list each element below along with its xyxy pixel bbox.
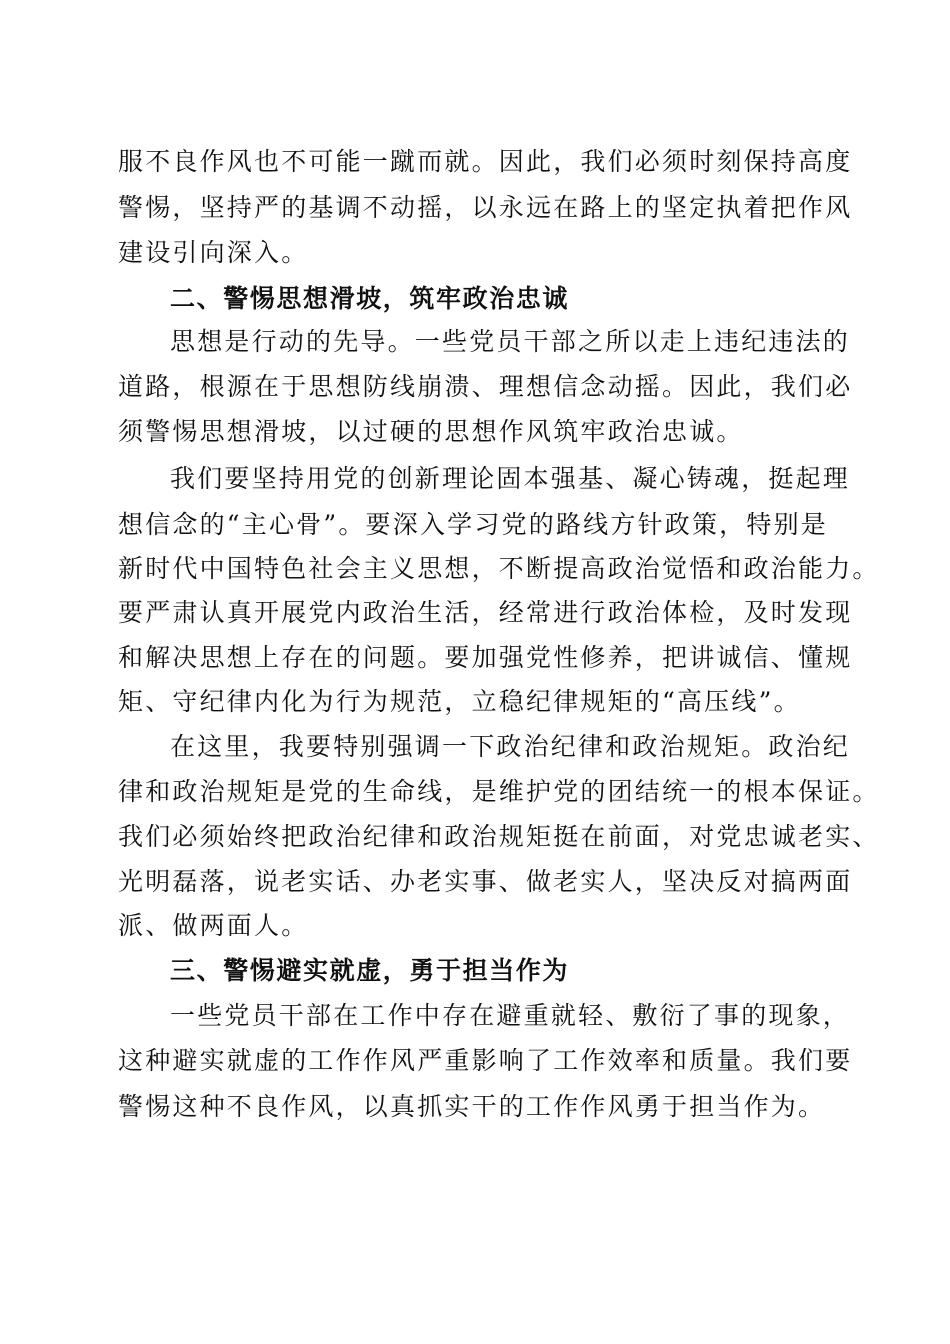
paragraph-line: 警惕这种不良作风，以真抓实干的工作作风勇于担当作为。 — [118, 1092, 826, 1121]
paragraph-line: 一些党员干部在工作中存在避重就轻、敷衍了事的现象， — [170, 1001, 851, 1030]
paragraph-line: 矩、守纪律内化为行为规范，立稳纪律规矩的“高压线”。 — [118, 687, 801, 716]
paragraph-line: 新时代中国特色社会主义思想，不断提高政治觉悟和政治能力。 — [118, 554, 880, 583]
paragraph-line: 道路，根源在于思想防线崩溃、理想信念动摇。因此，我们必 — [118, 372, 853, 401]
paragraph-line: 光明磊落，说老实话、办老实事、做老实人，坚决反对搞两面 — [118, 867, 853, 896]
paragraph-line: 我们必须始终把政治纪律和政治规矩挺在前面，对党忠诚老实、 — [118, 822, 880, 851]
paragraph-line: 须警惕思想滑坡，以过硬的思想作风筑牢政治忠诚。 — [118, 417, 744, 446]
paragraph-line: 服不良作风也不可能一蹴而就。因此，我们必须时刻保持高度 — [118, 147, 853, 176]
section-heading-3: 三、警惕避实就虚，勇于担当作为 — [170, 956, 570, 985]
paragraph-line: 我们要坚持用党的创新理论固本强基、凝心铸魂，挺起理 — [170, 464, 851, 493]
paragraph-line: 在这里，我要特别强调一下政治纪律和政治规矩。政治纪 — [170, 732, 851, 761]
paragraph-line: 律和政治规矩是党的生命线，是维护党的团结统一的根本保证。 — [118, 777, 880, 806]
paragraph-line: 这种避实就虚的工作作风严重影响了工作效率和质量。我们要 — [118, 1046, 853, 1075]
paragraph-line: 思想是行动的先导。一些党员干部之所以走上违纪违法的 — [170, 327, 851, 356]
paragraph-line: 警惕，坚持严的基调不动摇，以永远在路上的坚定执着把作风 — [118, 193, 853, 222]
paragraph-line: 派、做两面人。 — [118, 911, 309, 940]
paragraph-line: 和解决思想上存在的问题。要加强党性修养，把讲诚信、懂规 — [118, 643, 853, 672]
paragraph-line: 想信念的“主心骨”。要深入学习党的路线方针政策，特别是 — [118, 510, 828, 539]
section-heading-2: 二、警惕思想滑坡，筑牢政治忠诚 — [170, 284, 570, 313]
paragraph-line: 要严肃认真开展党内政治生活，经常进行政治体检，及时发现 — [118, 598, 853, 627]
paragraph-line: 建设引向深入。 — [118, 238, 309, 267]
